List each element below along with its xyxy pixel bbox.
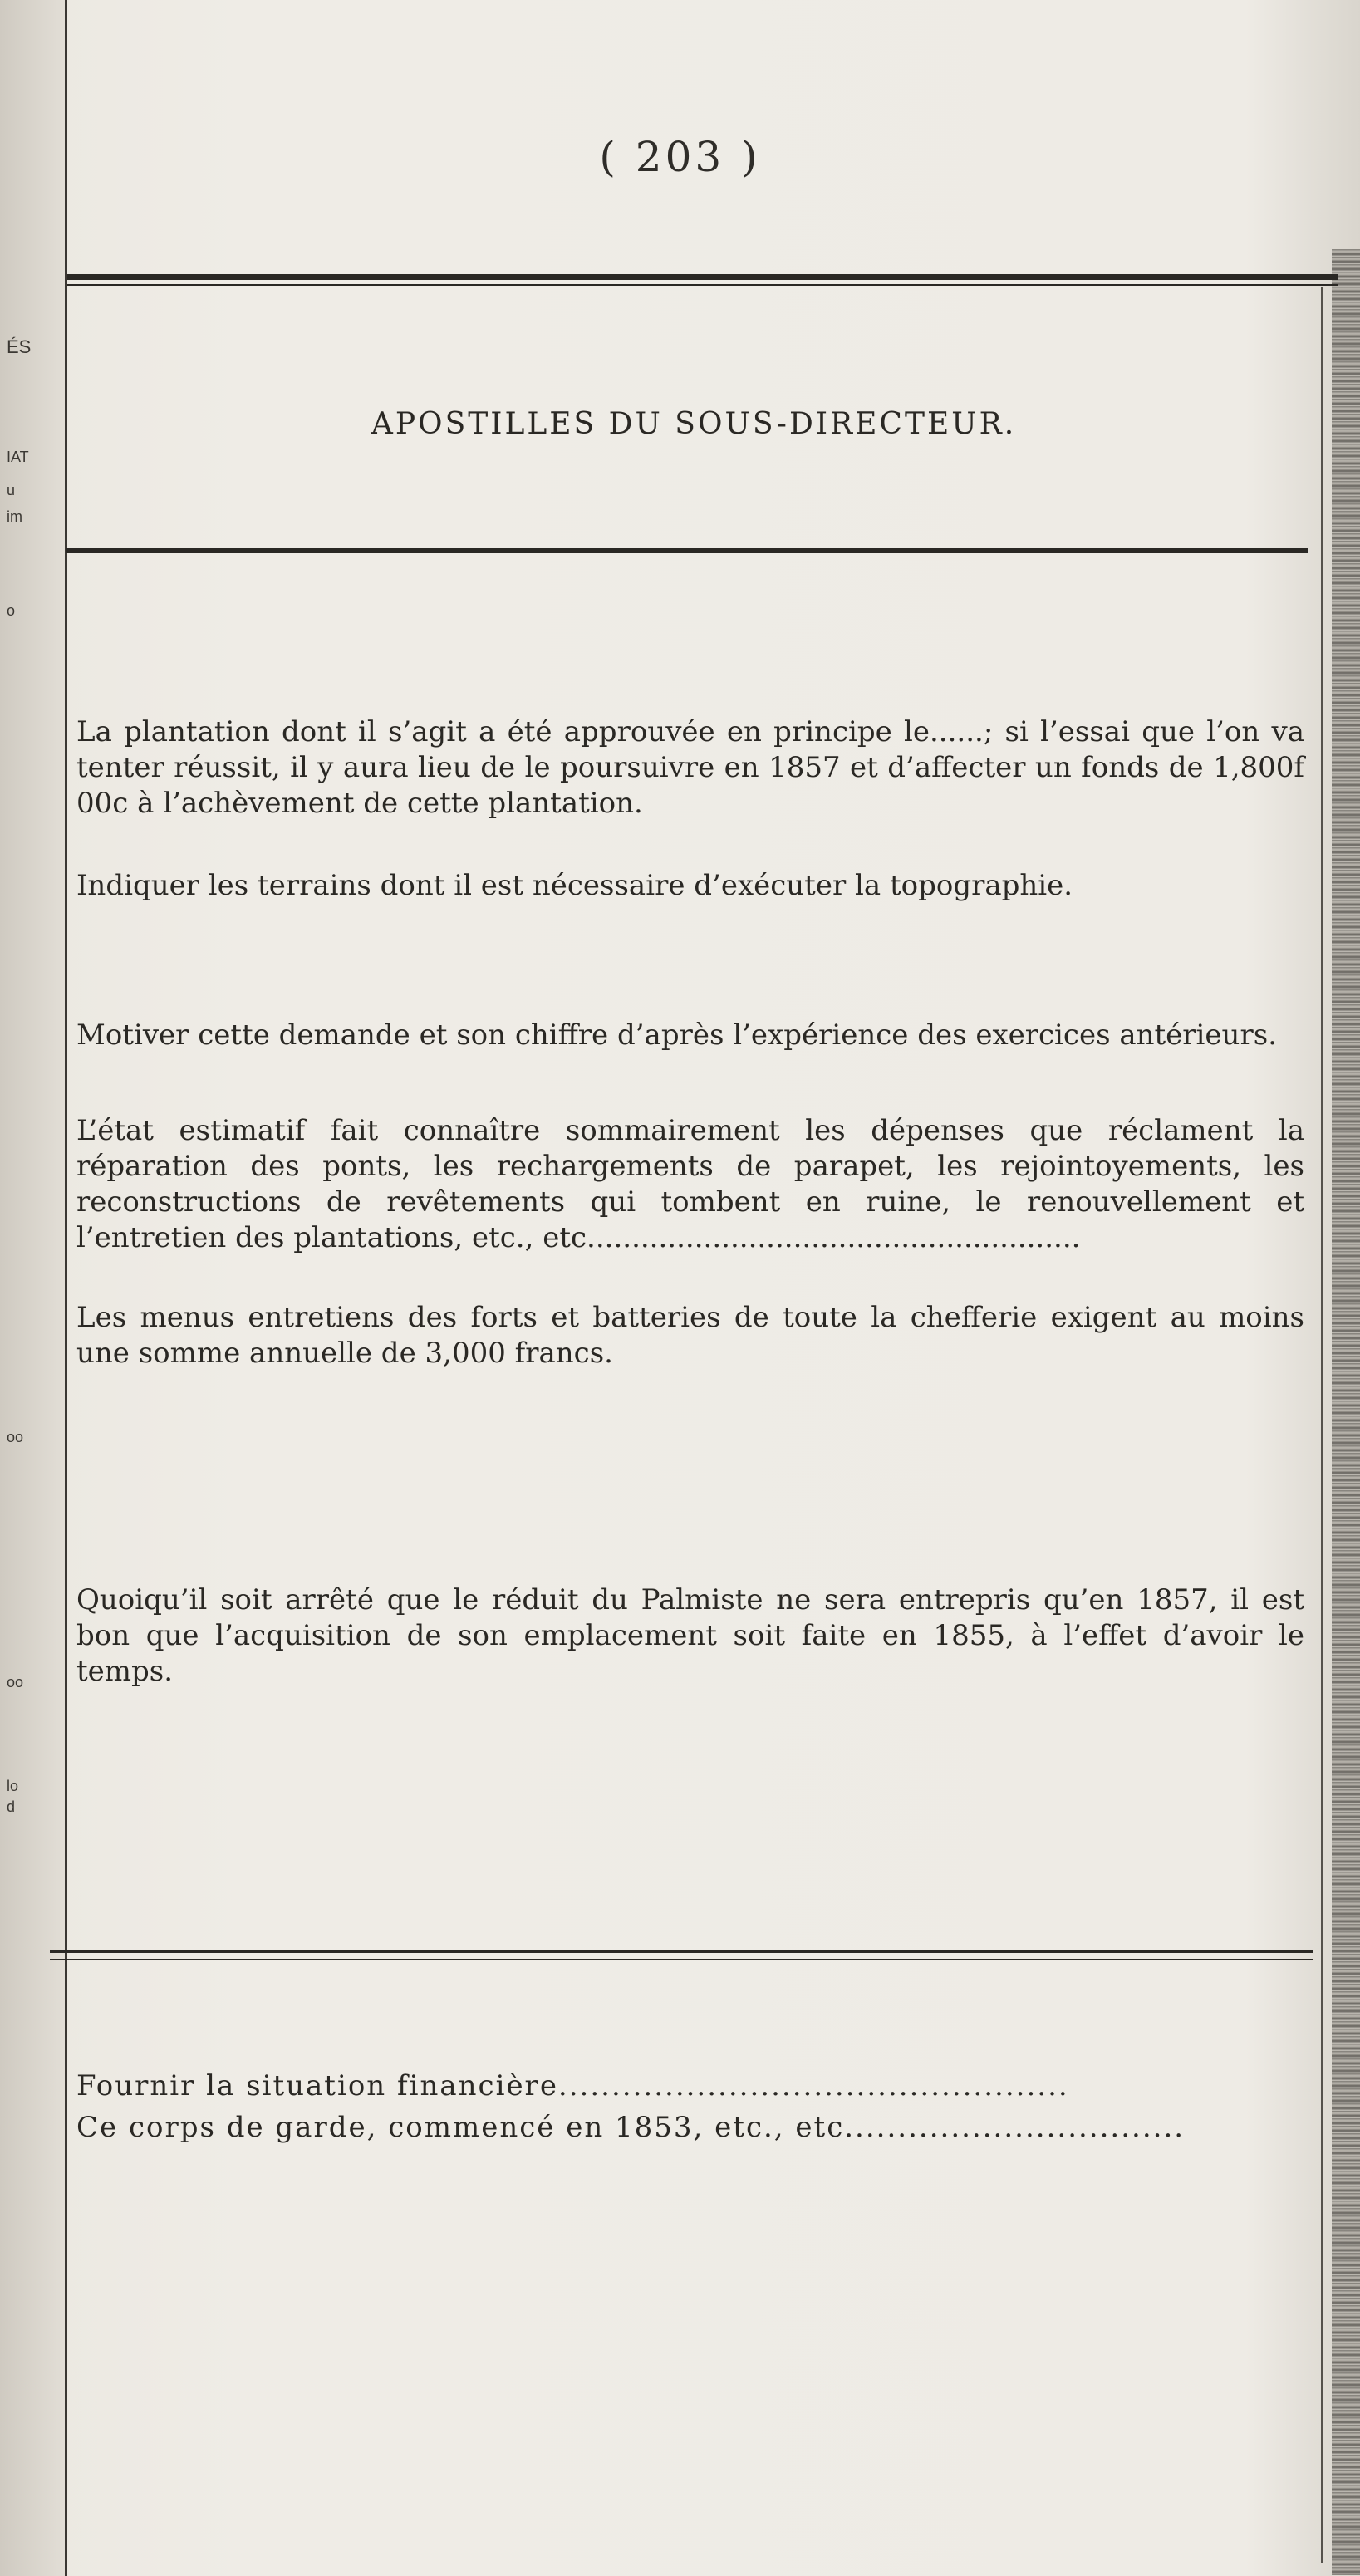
paragraph: La plantation dont il s’agit a été approuvée en principe le......; si l’essai que l’on va tenter réussit, il y aura lieu de le poursuivre en 1857 et d’affecter un fonds de 1,800f 00c à l’achèvement de cette plantation.: [76, 715, 1304, 820]
margin-fragment: d: [7, 1798, 16, 1815]
paragraph: Les menus entretiens des forts et batteries de toute la chefferie exigent au moins une somme annuelle de 3,000 francs.: [76, 1301, 1304, 1370]
margin-fragment: IAT: [7, 449, 29, 465]
margin-fragment: o: [7, 602, 16, 619]
margin-fragment: u: [7, 482, 16, 498]
margin-fragment: oo: [7, 1429, 24, 1445]
heading-underline-rule: [66, 548, 1308, 553]
top-rule-thin: [66, 284, 1338, 286]
top-rule: [66, 274, 1338, 280]
page-edge-shadow: [1332, 249, 1360, 2575]
section-rule: [50, 1950, 1313, 1953]
margin-fragment: lo: [7, 1778, 19, 1794]
paragraph: Ce corps de garde, commencé en 1853, etc., etc................................: [76, 2111, 1186, 2144]
frame-left-rule: [65, 274, 67, 2575]
paragraph: L’état estimatif fait connaître sommairement les dépenses que réclament la réparation des ponts, les rechargements de parapet, les rejointoyements, les reconstructions de revêtements qui tombent en ruine, le renouvellement et l’entretien des plantations, etc., etc.......................................................: [76, 1114, 1304, 1254]
frame-right-rule: [1321, 287, 1323, 2563]
page-number: ( 203 ): [599, 133, 761, 181]
margin-fragment: ÉS: [7, 336, 32, 357]
paragraph: Fournir la situation financière................................................: [76, 2069, 1069, 2103]
paragraph: Motiver cette demande et son chiffre d’après l’expérience des exercices antérieurs.: [76, 1018, 1277, 1052]
adjacent-page-strip: [0, 0, 67, 2576]
paragraph: Indiquer les terrains dont il est nécessaire d’exécuter la topographie.: [76, 869, 1073, 902]
column-heading: APOSTILLES DU SOUS-DIRECTEUR.: [371, 407, 1017, 441]
margin-fragment: im: [7, 508, 22, 525]
margin-fragment: oo: [7, 1674, 24, 1690]
paragraph: Quoiqu’il soit arrêté que le réduit du Palmiste ne sera entrepris qu’en 1857, il est bon que l’acquisition de son emplacement soit faite en 1855, à l’effet d’avoir le temps.: [76, 1583, 1304, 1688]
section-rule-thin: [50, 1959, 1313, 1960]
